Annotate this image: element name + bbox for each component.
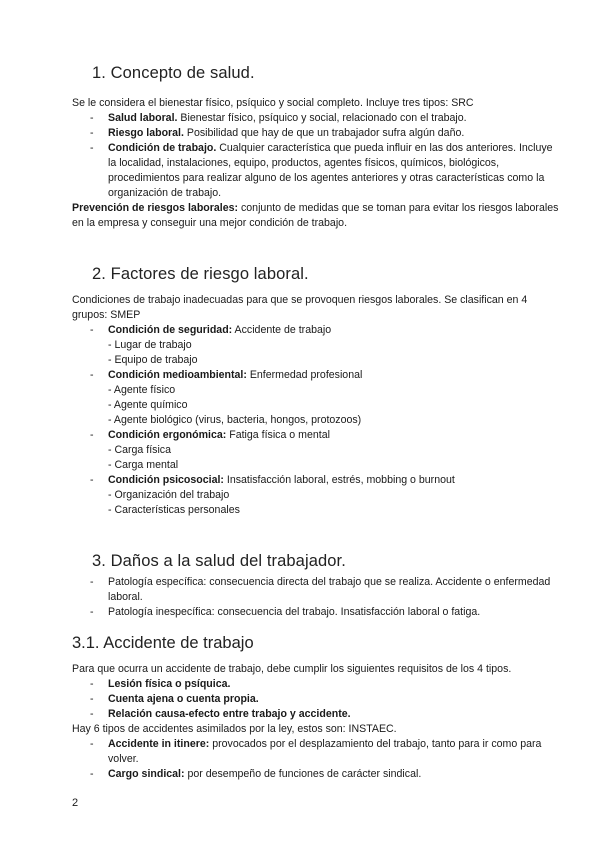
section-1-intro: Se le considera el bienestar físico, psíquico y social completo. Incluye tres tipos: SRC [72, 97, 474, 109]
document-page [72, 64, 560, 782]
section-3-1-intro: Para que ocurra un accidente de trabajo, debe cumplir los siguientes requisitos de los 4 tipos. [72, 663, 512, 675]
list-item: - Condición de seguridad: Accidente de trabajo [72, 323, 560, 338]
list-item: - Salud laboral. Bienestar físico, psíquico y social, relacionado con el trabajo. [72, 111, 560, 126]
sub-item: - Lugar de trabajo [108, 339, 192, 351]
section-3-1-title: 3.1. Accidente de trabajo [72, 634, 254, 652]
sub-item: - Organización del trabajo [108, 489, 230, 501]
section-1-closing: Prevención de riesgos laborales: conjunto de medidas que se toman para evitar los riesgos laborales en la empresa y conseguir una mejor condición de trabajo. [72, 202, 559, 229]
list-item: - Riesgo laboral. Posibilidad que hay de que un trabajador sufra algún daño. [72, 126, 560, 141]
list-item: - Lesión física o psíquica. [72, 677, 560, 692]
sub-item: - Carga física [108, 444, 171, 456]
section-2-list [72, 323, 560, 518]
list-item: - Cargo sindical: por desempeño de funciones de carácter sindical. [72, 767, 560, 782]
list-item: - Condición de trabajo. Cualquier característica que pueda influir en las dos anteriores. Incluye la localidad, instalaciones, equipo, productos, agentes físicos, químicos, biológicos, procedimientos para realizar alguno de los agentes anteriores y otras características como la organización de trabajo. [72, 141, 560, 201]
list-item: - Relación causa-efecto entre trabajo y accidente. [72, 707, 560, 722]
section-3-title: 3. Daños a la salud del trabajador. [92, 552, 346, 570]
sub-item: - Carga mental [108, 459, 179, 471]
list-item: - Condición psicosocial: Insatisfacción laboral, estrés, mobbing o burnout [72, 473, 560, 488]
section-2-title: 2. Factores de riesgo laboral. [92, 265, 309, 283]
sub-item: - Agente físico [108, 384, 176, 396]
section-1-list [72, 111, 560, 201]
page-number: 2 [72, 797, 79, 809]
list-item: - Condición medioambiental: Enfermedad profesional [72, 368, 560, 383]
section-2-intro: Condiciones de trabajo inadecuadas para que se provoquen riesgos laborales. Se clasifican en 4 grupos: SMEP [72, 294, 528, 321]
sub-item: - Agente biológico (virus, bacteria, hongos, protozoos) [108, 414, 362, 426]
section-1-title: 1. Concepto de salud. [92, 64, 255, 82]
list-item: - Cuenta ajena o cuenta propia. [72, 692, 560, 707]
list-item: - Accidente in itinere: provocados por el desplazamiento del trabajo, tanto para ir como para volver. [72, 737, 560, 767]
section-3-1-list [72, 737, 560, 782]
section-3-list [72, 575, 560, 620]
sub-item: - Características personales [108, 504, 240, 516]
sub-item: - Equipo de trabajo [108, 354, 198, 366]
sub-item: - Agente químico [108, 399, 188, 411]
section-3-1-requirements [72, 677, 560, 722]
list-item: - Condición ergonómica: Fatiga física o mental [72, 428, 560, 443]
list-item: - Patología inespecífica: consecuencia del trabajo. Insatisfacción laboral o fatiga. [72, 605, 560, 620]
list-item: - Patología específica: consecuencia directa del trabajo que se realiza. Accidente o enfermedad laboral. [72, 575, 560, 605]
section-3-1-intro-2: Hay 6 tipos de accidentes asimilados por la ley, estos son: INSTAEC. [72, 723, 397, 735]
